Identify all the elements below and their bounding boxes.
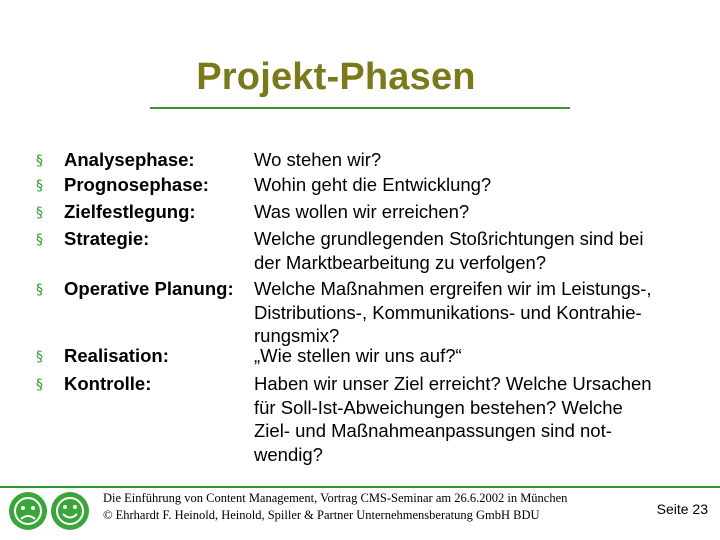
phase-label: Strategie: bbox=[64, 228, 150, 249]
page-number: Seite 23 bbox=[656, 501, 708, 517]
phase-description bbox=[254, 227, 704, 274]
phase-label: Analysephase: bbox=[64, 149, 195, 170]
description-line: Welche Maßnahmen ergreifen wir im Leistungs-, bbox=[254, 278, 652, 299]
phase-label: Zielfestlegung: bbox=[64, 201, 196, 222]
footer-line-1: Die Einführung von Content Management, Vortrag CMS-Seminar am 26.6.2002 in München bbox=[103, 491, 568, 505]
phase-description bbox=[254, 200, 704, 224]
description-line: „Wie stellen wir uns auf?“ bbox=[254, 345, 462, 366]
description-line: Was wollen wir erreichen? bbox=[254, 201, 470, 222]
bullet-icon: § bbox=[36, 282, 43, 298]
description-line: Haben wir unser Ziel erreicht? Welche Ursachen bbox=[254, 373, 652, 394]
description-line: Ziel- und Maßnahmeanpassungen sind not- bbox=[254, 420, 612, 441]
phase-description bbox=[254, 372, 704, 466]
description-line: Welche grundlegenden Stoßrichtungen sind bei bbox=[254, 228, 644, 249]
footer-line-2: © Ehrhardt F. Heinold, Heinold, Spiller & Partner Unternehmensberatung GmbH BDU bbox=[103, 508, 540, 522]
bullet-icon: § bbox=[36, 232, 43, 248]
phase-description bbox=[254, 173, 704, 197]
description-line: Distributions-, Kommunikations- und Kontrahie- bbox=[254, 301, 642, 323]
title-underline bbox=[150, 107, 570, 109]
description-line: Wohin geht die Entwicklung? bbox=[254, 174, 492, 195]
description-line: der Marktbearbeitung zu verfolgen? bbox=[254, 251, 547, 273]
phase-label: Prognosephase: bbox=[64, 174, 209, 195]
phase-description bbox=[254, 148, 704, 172]
description-line: wendig? bbox=[254, 443, 323, 465]
bullet-icon: § bbox=[36, 178, 43, 194]
bullet-icon: § bbox=[36, 205, 43, 221]
footer-credits bbox=[103, 490, 567, 524]
slide-title: Projekt-Phasen bbox=[196, 56, 476, 98]
phase-description bbox=[254, 344, 704, 368]
bullet-icon: § bbox=[36, 153, 43, 169]
description-line: für Soll-Ist-Abweichungen bestehen? Welche bbox=[254, 396, 623, 418]
footer-divider bbox=[0, 486, 720, 488]
description-line: Wo stehen wir? bbox=[254, 149, 382, 170]
phase-label: Realisation: bbox=[64, 345, 169, 366]
phase-description bbox=[254, 277, 704, 348]
phase-label: Kontrolle: bbox=[64, 373, 152, 394]
happy-face-mask-logo-icon bbox=[50, 491, 90, 531]
bullet-icon: § bbox=[36, 349, 43, 365]
phase-label: Operative Planung: bbox=[64, 278, 234, 299]
description-line: rungsmix? bbox=[254, 325, 340, 346]
sad-face-mask-logo-icon bbox=[8, 491, 48, 531]
bullet-icon: § bbox=[36, 377, 43, 393]
